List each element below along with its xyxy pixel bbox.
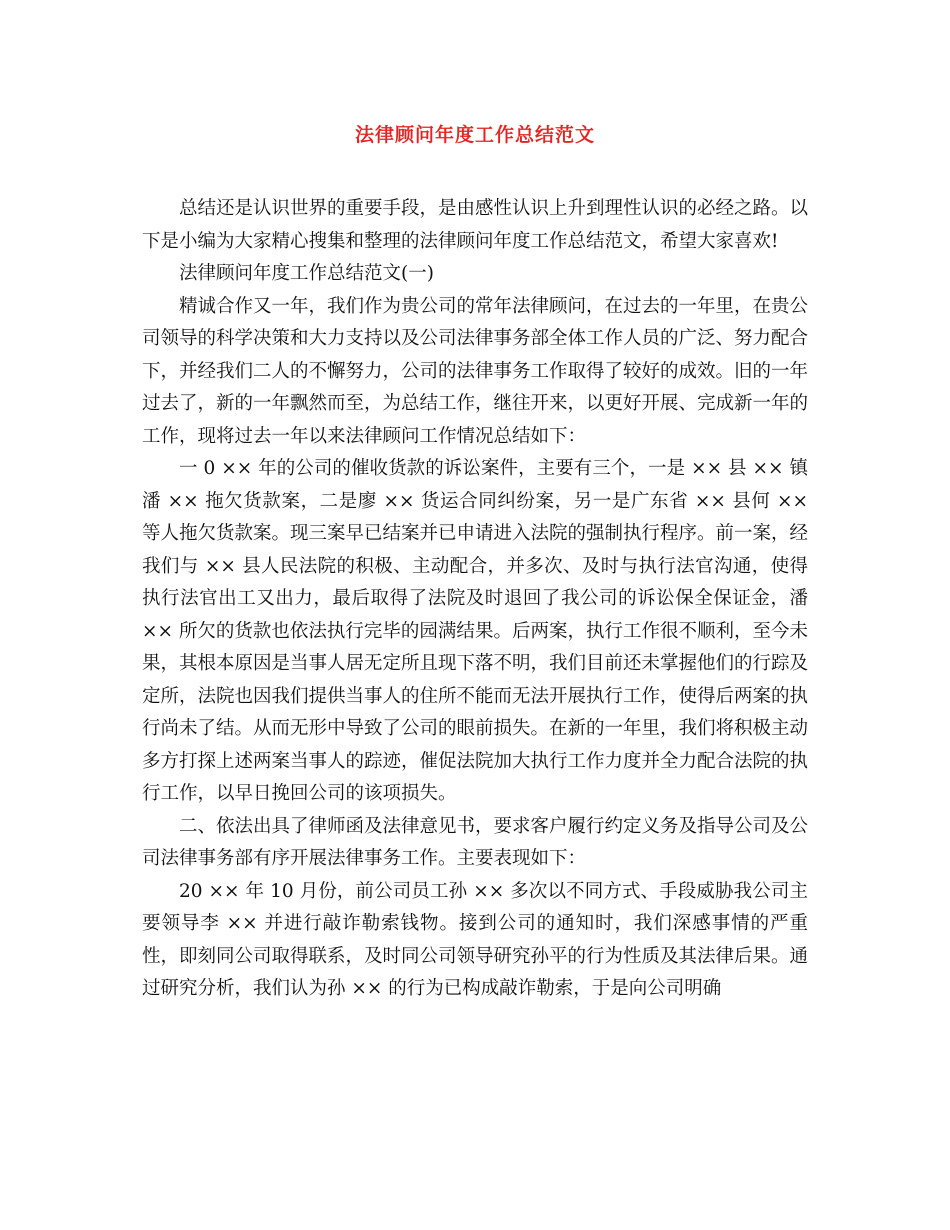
- paragraph-extortion-case: 20 ×× 年 10 月份，前公司员工孙 ×× 多次以不同方式、手段威胁我公司主要领导李 ×× 并进行敲诈勒索钱物。接到公司的通知时，我们深感事情的严重性，即刻同公司取得联系，及时同公司领导研究孙平的行为性质及其法律后果。通过研究分析，我们认为孙 ×× 的行为已构成敲诈勒索，于是向公司明确: [142, 880, 809, 999]
- paragraph-overview: 精诚合作又一年，我们作为贵公司的常年法律顾问，在过去的一年里，在贵公司领导的科学决策和大力支持以及公司法律事务部全体工作人员的广泛、努力配合下，并经我们二人的不懈努力，公司的法律事务工作取得了较好的成效。旧的一年过去了，新的一年飘然而至，为总结工作，继往开来，以更好开展、完成新一年的工作，现将过去一年以来法律顾问工作情况总结如下：: [142, 295, 809, 447]
- paragraph-legal-letters: 二、依法出具了律师函及法律意见书，要求客户履行约定义务及指导公司及公司法律事务部有序开展法律事务工作。主要表现如下：: [142, 815, 809, 869]
- paragraph-intro: 总结还是认识世界的重要手段，是由感性认识上升到理性认识的必经之路。以下是小编为大家精心搜集和整理的法律顾问年度工作总结范文，希望大家喜欢!: [142, 198, 809, 252]
- document-title: 法律顾问年度工作总结范文: [354, 124, 595, 146]
- paragraph-litigation: 一 0 ×× 年的公司的催收货款的诉讼案件，主要有三个，一是 ×× 县 ×× 镇潘 ×× 拖欠货款案，二是廖 ×× 货运合同纠纷案，另一是广东省 ×× 县何 ×× 等人拖欠货款案。现三案早已结案并已申请进入法院的强制执行程序。前一案，经我们与 ×× 县人民法院的积极、主动配合，并多次、及时与执行法官沟通，使得执行法官出工又出力，最后取得了法院及时退回了我公司的诉讼保全保证金，潘 ×× 所欠的货款也依法执行完毕的园满结果。后两案，执行工作很不顺利，至今未果，其根本原因是当事人居无定所且现下落不明，我们目前还未掌握他们的行踪及定所，法院也因我们提供当事人的住所不能而无法开展执行工作，使得后两案的执行尚未了结。从而无形中导致了公司的眼前损失。在新的一年里，我们将积极主动多方打探上述两案当事人的踪迹，催促法院加大执行工作力度并全力配合法院的执行工作，以早日挽回公司的该项损失。: [142, 458, 809, 804]
- document-body: [142, 193, 808, 1006]
- paragraph-subtitle: 法律顾问年度工作总结范文(一): [179, 263, 434, 284]
